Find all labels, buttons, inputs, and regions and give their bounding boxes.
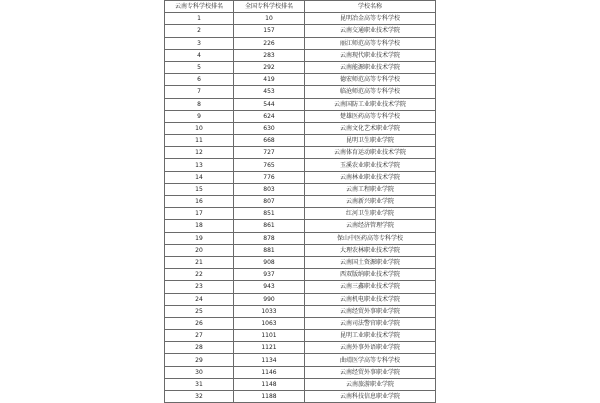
table-row [165,98,436,110]
table-row [165,122,436,134]
school-name-cell: 云南科技信息职业学院 [305,391,436,403]
national-rank-cell: 1134 [234,354,305,366]
national-rank-cell: 10 [234,13,305,25]
national-rank-cell: 419 [234,74,305,86]
national-rank-cell: 765 [234,159,305,171]
ranking-table [164,0,436,403]
national-rank-cell: 283 [234,49,305,61]
school-name-cell: 楚雄医药高等专科学校 [305,110,436,122]
yunnan-rank-cell: 13 [165,159,234,171]
yunnan-rank-cell: 7 [165,86,234,98]
yunnan-rank-cell: 16 [165,196,234,208]
school-name-cell: 云南经贸外事职业学院 [305,305,436,317]
national-rank-cell: 1033 [234,305,305,317]
header-national-rank: 全国专科学校排名 [234,1,305,13]
table-row [165,366,436,378]
yunnan-rank-cell: 19 [165,232,234,244]
school-name-cell: 西双版纳职业技术学院 [305,269,436,281]
yunnan-rank-cell: 18 [165,220,234,232]
yunnan-rank-cell: 4 [165,49,234,61]
yunnan-rank-cell: 5 [165,61,234,73]
national-rank-cell: 878 [234,232,305,244]
yunnan-rank-cell: 12 [165,147,234,159]
yunnan-rank-cell: 21 [165,256,234,268]
table-body [165,13,436,403]
yunnan-rank-cell: 26 [165,317,234,329]
school-name-cell: 昆明工业职业技术学院 [305,330,436,342]
school-name-cell: 云南经贸外事职业学院 [305,366,436,378]
table-row [165,256,436,268]
school-name-cell: 昆明冶金高等专科学校 [305,13,436,25]
school-name-cell: 玉溪农业职业技术学院 [305,159,436,171]
national-rank-cell: 1148 [234,378,305,390]
national-rank-cell: 453 [234,86,305,98]
national-rank-cell: 990 [234,293,305,305]
school-name-cell: 云南文化艺术职业学院 [305,122,436,134]
national-rank-cell: 1121 [234,342,305,354]
school-name-cell: 大理农林职业技术学院 [305,244,436,256]
yunnan-rank-cell: 25 [165,305,234,317]
table-row [165,74,436,86]
school-name-cell: 昆明卫生职业学院 [305,135,436,147]
yunnan-rank-cell: 3 [165,37,234,49]
school-name-cell: 红河卫生职业学院 [305,208,436,220]
national-rank-cell: 226 [234,37,305,49]
national-rank-cell: 861 [234,220,305,232]
table-row [165,183,436,195]
ranking-table-container [164,0,435,403]
yunnan-rank-cell: 24 [165,293,234,305]
table-row [165,244,436,256]
national-rank-cell: 851 [234,208,305,220]
yunnan-rank-cell: 10 [165,122,234,134]
table-row [165,342,436,354]
national-rank-cell: 776 [234,171,305,183]
national-rank-cell: 1146 [234,366,305,378]
school-name-cell: 云南体育运动职业技术学院 [305,147,436,159]
table-row [165,13,436,25]
table-row [165,232,436,244]
national-rank-cell: 544 [234,98,305,110]
yunnan-rank-cell: 23 [165,281,234,293]
school-name-cell: 云南司法警官职业学院 [305,317,436,329]
table-row [165,171,436,183]
national-rank-cell: 1101 [234,330,305,342]
yunnan-rank-cell: 28 [165,342,234,354]
yunnan-rank-cell: 31 [165,378,234,390]
national-rank-cell: 630 [234,122,305,134]
national-rank-cell: 668 [234,135,305,147]
table-row [165,147,436,159]
national-rank-cell: 292 [234,61,305,73]
table-row [165,330,436,342]
school-name-cell: 云南旅游职业学院 [305,378,436,390]
yunnan-rank-cell: 27 [165,330,234,342]
national-rank-cell: 881 [234,244,305,256]
yunnan-rank-cell: 17 [165,208,234,220]
table-header-row [165,1,436,13]
school-name-cell: 云南国防工业职业技术学院 [305,98,436,110]
school-name-cell: 德宏师范高等专科学校 [305,74,436,86]
table-row [165,354,436,366]
yunnan-rank-cell: 30 [165,366,234,378]
yunnan-rank-cell: 20 [165,244,234,256]
school-name-cell: 云南现代职业技术学院 [305,49,436,61]
school-name-cell: 云南新兴职业学院 [305,196,436,208]
table-row [165,49,436,61]
table-row [165,110,436,122]
header-yunnan-rank: 云南专科学校排名 [165,1,234,13]
yunnan-rank-cell: 15 [165,183,234,195]
yunnan-rank-cell: 8 [165,98,234,110]
national-rank-cell: 807 [234,196,305,208]
national-rank-cell: 1188 [234,391,305,403]
school-name-cell: 云南三鑫职业技术学院 [305,281,436,293]
yunnan-rank-cell: 2 [165,25,234,37]
national-rank-cell: 157 [234,25,305,37]
national-rank-cell: 937 [234,269,305,281]
school-name-cell: 丽江师范高等专科学校 [305,37,436,49]
table-row [165,61,436,73]
yunnan-rank-cell: 22 [165,269,234,281]
table-row [165,159,436,171]
table-row [165,86,436,98]
school-name-cell: 云南林业职业技术学院 [305,171,436,183]
national-rank-cell: 727 [234,147,305,159]
yunnan-rank-cell: 9 [165,110,234,122]
table-row [165,135,436,147]
table-row [165,269,436,281]
national-rank-cell: 1063 [234,317,305,329]
table-row [165,391,436,403]
school-name-cell: 云南外事外语职业学院 [305,342,436,354]
national-rank-cell: 908 [234,256,305,268]
table-row [165,378,436,390]
school-name-cell: 云南能源职业技术学院 [305,61,436,73]
yunnan-rank-cell: 14 [165,171,234,183]
yunnan-rank-cell: 1 [165,13,234,25]
yunnan-rank-cell: 29 [165,354,234,366]
yunnan-rank-cell: 6 [165,74,234,86]
table-row [165,25,436,37]
yunnan-rank-cell: 32 [165,391,234,403]
school-name-cell: 云南工程职业学院 [305,183,436,195]
school-name-cell: 云南交通职业技术学院 [305,25,436,37]
school-name-cell: 临沧师范高等专科学校 [305,86,436,98]
table-row [165,37,436,49]
table-row [165,317,436,329]
school-name-cell: 云南机电职业技术学院 [305,293,436,305]
national-rank-cell: 624 [234,110,305,122]
yunnan-rank-cell: 11 [165,135,234,147]
school-name-cell: 曲靖医学高等专科学校 [305,354,436,366]
table-row [165,208,436,220]
national-rank-cell: 803 [234,183,305,195]
table-row [165,196,436,208]
header-school-name: 学校名称 [305,1,436,13]
table-row [165,305,436,317]
school-name-cell: 云南经济管理学院 [305,220,436,232]
school-name-cell: 云南国土资源职业学院 [305,256,436,268]
national-rank-cell: 943 [234,281,305,293]
table-row [165,293,436,305]
table-row [165,220,436,232]
school-name-cell: 保山中医药高等专科学校 [305,232,436,244]
table-row [165,281,436,293]
